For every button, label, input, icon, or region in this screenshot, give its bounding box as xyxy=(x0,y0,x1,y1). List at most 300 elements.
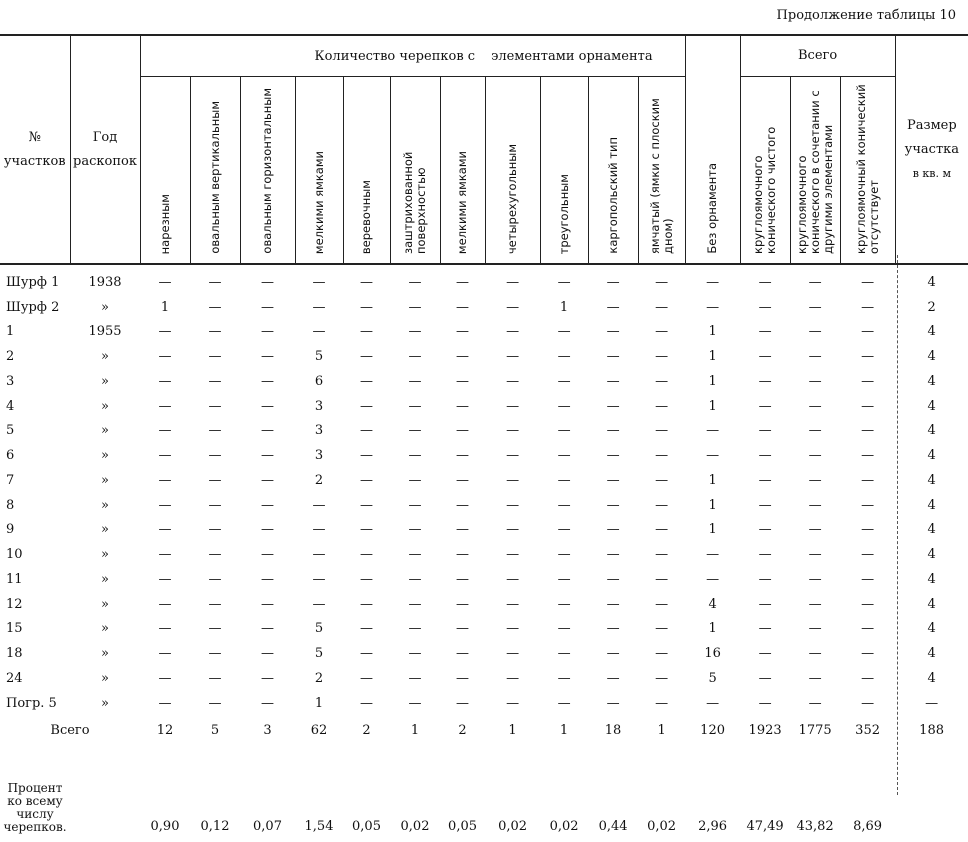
value-cell: — xyxy=(808,349,822,365)
value-cell: — xyxy=(861,274,875,290)
value-cell: — xyxy=(208,274,222,290)
value-cell: — xyxy=(456,547,470,563)
percent-cell: 0,02 xyxy=(498,818,528,834)
value-cell: — xyxy=(606,324,620,340)
table-caption: Продолжение таблицы 10 xyxy=(776,8,956,23)
value-cell: — xyxy=(312,522,326,538)
percent-cell: 0,12 xyxy=(200,818,230,834)
header-text: круглоямочного конического в сочетании с другими элементами xyxy=(794,90,835,254)
header-text: участков xyxy=(3,153,66,169)
year-cell: » xyxy=(101,448,109,464)
header-column xyxy=(740,77,790,265)
value-cell: — xyxy=(758,522,772,538)
value-cell: — xyxy=(208,522,222,538)
header-group-ornament-cont: элементами орнамента xyxy=(485,35,685,77)
header-text: мелкими ямками xyxy=(311,150,326,254)
value-cell: — xyxy=(506,646,520,662)
table-row xyxy=(0,295,968,320)
value-cell: — xyxy=(758,299,772,315)
value-cell: — xyxy=(758,398,772,414)
value-cell: — xyxy=(158,274,172,290)
value-cell: — xyxy=(758,349,772,365)
total-cell: 3 xyxy=(263,723,272,738)
value-cell: — xyxy=(408,349,422,365)
value-cell: — xyxy=(261,373,274,389)
value-cell: — xyxy=(758,497,772,513)
value-cell: — xyxy=(506,497,520,513)
value-cell: — xyxy=(261,621,274,637)
value-cell: 3 xyxy=(314,398,324,414)
site-cell: 5 xyxy=(6,423,15,439)
value-cell: — xyxy=(360,324,373,340)
value-cell: — xyxy=(312,571,326,587)
value-cell: — xyxy=(261,274,274,290)
value-cell: 1 xyxy=(708,497,717,513)
value-cell: — xyxy=(456,695,470,711)
value-cell: — xyxy=(808,571,822,587)
value-cell: — xyxy=(606,448,620,464)
value-cell: — xyxy=(557,448,571,464)
table-row xyxy=(0,394,968,419)
table-row xyxy=(0,666,968,691)
year-cell: » xyxy=(101,596,109,612)
value-cell: — xyxy=(408,596,422,612)
value-cell: — xyxy=(606,621,620,637)
value-cell: — xyxy=(261,522,274,538)
table-body xyxy=(0,264,968,842)
value-cell: — xyxy=(506,398,520,414)
value-cell: — xyxy=(408,621,422,637)
value-cell: — xyxy=(706,547,720,563)
size-cell: — xyxy=(925,695,939,711)
value-cell: — xyxy=(360,274,373,290)
year-cell: » xyxy=(101,299,109,315)
header-column xyxy=(390,77,440,265)
value-cell: — xyxy=(261,596,274,612)
value-cell: — xyxy=(655,274,669,290)
value-cell: — xyxy=(456,324,470,340)
value-cell: — xyxy=(261,324,274,340)
value-cell: 6 xyxy=(314,373,324,389)
value-cell: — xyxy=(360,571,373,587)
value-cell: — xyxy=(808,448,822,464)
value-cell: — xyxy=(208,448,222,464)
percent-cell: 8,69 xyxy=(853,818,883,834)
value-cell: — xyxy=(456,398,470,414)
value-cell: — xyxy=(758,324,772,340)
header-text: мелкими ямками xyxy=(455,150,470,254)
value-cell: — xyxy=(808,472,822,488)
value-cell: — xyxy=(808,621,822,637)
value-cell: 1 xyxy=(160,299,170,315)
value-cell: — xyxy=(655,596,669,612)
value-cell: — xyxy=(758,274,772,290)
column-divider xyxy=(897,255,898,795)
value-cell: — xyxy=(861,670,875,686)
site-cell: 11 xyxy=(6,571,23,587)
value-cell: — xyxy=(208,398,222,414)
value-cell: — xyxy=(208,423,222,439)
size-cell: 4 xyxy=(927,547,936,563)
value-cell: 16 xyxy=(704,646,721,662)
value-cell: 5 xyxy=(314,621,324,637)
value-cell: — xyxy=(208,472,222,488)
value-cell: — xyxy=(456,299,470,315)
value-cell: — xyxy=(208,349,222,365)
value-cell: — xyxy=(456,621,470,637)
year-cell: » xyxy=(101,373,109,389)
table-row xyxy=(0,493,968,518)
value-cell: — xyxy=(158,472,172,488)
header-group-ornament: Количество черепков с xyxy=(140,35,485,77)
table-row xyxy=(0,320,968,345)
value-cell: — xyxy=(158,448,172,464)
value-cell: — xyxy=(557,349,571,365)
header-no-ornament xyxy=(685,35,740,264)
value-cell: — xyxy=(158,398,172,414)
value-cell: 4 xyxy=(708,596,717,612)
header-column xyxy=(343,77,390,265)
value-cell: — xyxy=(557,497,571,513)
site-cell: 18 xyxy=(6,646,23,662)
value-cell: — xyxy=(158,646,172,662)
header-text: треугольным xyxy=(556,173,571,254)
value-cell: — xyxy=(360,299,373,315)
total-cell: 12 xyxy=(156,723,174,738)
value-cell: — xyxy=(360,522,373,538)
value-cell: — xyxy=(360,621,373,637)
value-cell: — xyxy=(758,547,772,563)
value-cell: — xyxy=(456,472,470,488)
value-cell: — xyxy=(606,398,620,414)
year-cell: » xyxy=(101,646,109,662)
value-cell: — xyxy=(506,423,520,439)
value-cell: — xyxy=(808,398,822,414)
header-text: веревочным xyxy=(359,179,373,254)
value-cell: — xyxy=(456,349,470,365)
value-cell: — xyxy=(706,695,720,711)
value-cell: — xyxy=(408,571,422,587)
value-cell: — xyxy=(808,497,822,513)
header-column xyxy=(588,77,638,265)
value-cell: — xyxy=(506,472,520,488)
value-cell: — xyxy=(158,596,172,612)
site-cell: 10 xyxy=(6,547,23,563)
value-cell: — xyxy=(158,670,172,686)
header-total-group: Всего xyxy=(740,35,895,77)
header-text: овальным горизонтальным xyxy=(260,88,274,254)
value-cell: — xyxy=(557,398,571,414)
header-column xyxy=(140,77,190,265)
header-column xyxy=(790,77,840,265)
value-cell: — xyxy=(861,448,875,464)
value-cell: — xyxy=(861,299,875,315)
value-cell: — xyxy=(861,472,875,488)
value-cell: — xyxy=(655,373,669,389)
header-size xyxy=(895,35,968,264)
value-cell: — xyxy=(655,497,669,513)
empty-cell xyxy=(895,746,968,842)
percent-label: Процент ко всему числу черепков. xyxy=(3,780,67,834)
value-cell: — xyxy=(208,299,222,315)
value-cell: — xyxy=(861,547,875,563)
year-cell: » xyxy=(101,497,109,513)
value-cell: 3 xyxy=(314,423,324,439)
site-cell: 3 xyxy=(6,373,15,389)
value-cell: — xyxy=(655,324,669,340)
value-cell: — xyxy=(808,423,822,439)
header-column xyxy=(485,77,540,265)
value-cell: — xyxy=(557,621,571,637)
value-cell: — xyxy=(655,571,669,587)
value-cell: — xyxy=(208,621,222,637)
value-cell: — xyxy=(208,547,222,563)
site-cell: 7 xyxy=(6,472,15,488)
site-cell: 12 xyxy=(6,596,23,612)
value-cell: — xyxy=(208,670,222,686)
value-cell: — xyxy=(312,299,326,315)
value-cell: — xyxy=(360,423,373,439)
value-cell: — xyxy=(506,547,520,563)
value-cell: — xyxy=(261,398,274,414)
value-cell: — xyxy=(861,349,875,365)
value-cell: — xyxy=(758,423,772,439)
value-cell: — xyxy=(758,571,772,587)
value-cell: — xyxy=(360,472,373,488)
value-cell: — xyxy=(808,695,822,711)
value-cell: — xyxy=(758,695,772,711)
total-cell: 1 xyxy=(657,723,666,738)
value-cell: — xyxy=(706,274,720,290)
header-column xyxy=(295,77,343,265)
year-cell: » xyxy=(101,695,109,711)
value-cell: — xyxy=(208,497,222,513)
header-column xyxy=(440,77,485,265)
value-cell: — xyxy=(208,373,222,389)
value-cell: — xyxy=(506,670,520,686)
table-row xyxy=(0,592,968,617)
table-header xyxy=(0,35,968,264)
site-cell: 4 xyxy=(6,398,15,414)
value-cell: — xyxy=(408,324,422,340)
value-cell: — xyxy=(312,274,326,290)
empty-cell xyxy=(70,746,140,842)
header-text: Размер xyxy=(906,117,957,133)
value-cell: 1 xyxy=(559,299,569,315)
size-cell: 4 xyxy=(927,373,936,389)
value-cell: — xyxy=(158,373,172,389)
value-cell: — xyxy=(158,324,172,340)
header-text: ямчатый (ямки с плоским дном) xyxy=(647,98,675,254)
value-cell: — xyxy=(808,299,822,315)
site-cell: 15 xyxy=(6,621,23,637)
header-text: овальным вертикальным xyxy=(207,101,222,254)
value-cell: — xyxy=(557,596,571,612)
value-cell: — xyxy=(557,472,571,488)
value-cell: — xyxy=(808,596,822,612)
total-cell: 1 xyxy=(559,723,569,738)
value-cell: — xyxy=(261,670,274,686)
site-cell: 9 xyxy=(6,522,15,538)
value-cell: — xyxy=(158,571,172,587)
value-cell: — xyxy=(360,670,373,686)
size-cell: 4 xyxy=(927,448,936,464)
value-cell: — xyxy=(506,448,520,464)
value-cell: — xyxy=(408,522,422,538)
total-cell: 1 xyxy=(508,723,517,738)
site-cell: 8 xyxy=(6,497,15,513)
value-cell: 2 xyxy=(314,472,324,488)
value-cell: — xyxy=(557,324,571,340)
total-label: Всего xyxy=(50,723,90,738)
header-column xyxy=(240,77,295,265)
value-cell: — xyxy=(158,423,172,439)
value-cell: — xyxy=(456,596,470,612)
value-cell: — xyxy=(655,349,669,365)
value-cell: — xyxy=(208,596,222,612)
header-text: заштрихованной поверхностью xyxy=(401,151,428,254)
value-cell: — xyxy=(606,423,620,439)
value-cell: — xyxy=(808,274,822,290)
value-cell: — xyxy=(456,373,470,389)
size-cell: 4 xyxy=(927,571,936,587)
value-cell: — xyxy=(408,695,422,711)
value-cell: — xyxy=(606,547,620,563)
value-cell: — xyxy=(312,324,326,340)
value-cell: — xyxy=(808,324,822,340)
size-cell: 4 xyxy=(927,646,936,662)
value-cell: — xyxy=(208,695,222,711)
value-cell: — xyxy=(506,299,520,315)
percent-cell: 0,02 xyxy=(400,818,430,834)
value-cell: — xyxy=(861,398,875,414)
size-cell: 2 xyxy=(927,299,936,315)
value-cell: — xyxy=(655,423,669,439)
value-cell: — xyxy=(408,448,422,464)
value-cell: — xyxy=(557,695,571,711)
header-column xyxy=(190,77,240,265)
header-text: нарезным xyxy=(157,193,172,254)
year-cell: » xyxy=(101,547,109,563)
total-cell: 18 xyxy=(604,723,622,738)
table-row xyxy=(0,567,968,592)
value-cell: — xyxy=(606,497,620,513)
value-cell: — xyxy=(261,472,274,488)
year-cell: » xyxy=(101,571,109,587)
header-column xyxy=(638,77,685,265)
percent-row xyxy=(0,746,968,842)
header-column xyxy=(840,77,895,265)
value-cell: — xyxy=(506,596,520,612)
value-cell: — xyxy=(158,621,172,637)
value-cell: — xyxy=(408,670,422,686)
value-cell: — xyxy=(208,571,222,587)
value-cell: — xyxy=(456,497,470,513)
value-cell: — xyxy=(408,547,422,563)
header-text: круглоямочный конический отсутствует xyxy=(853,84,881,254)
header-text: четырехугольным xyxy=(505,143,520,254)
value-cell: — xyxy=(360,448,373,464)
value-cell: — xyxy=(408,274,422,290)
value-cell: 1 xyxy=(708,621,717,637)
value-cell: — xyxy=(360,695,373,711)
value-cell: — xyxy=(261,646,274,662)
value-cell: — xyxy=(506,695,520,711)
total-cell: 352 xyxy=(855,723,880,738)
value-cell: — xyxy=(456,670,470,686)
table-row xyxy=(0,542,968,567)
total-cell: 2 xyxy=(458,723,467,738)
header-column xyxy=(540,77,588,265)
value-cell: — xyxy=(158,695,172,711)
value-cell: — xyxy=(261,571,274,587)
total-cell: 120 xyxy=(700,723,725,738)
value-cell: 1 xyxy=(708,349,717,365)
table-row xyxy=(0,443,968,468)
size-cell: 4 xyxy=(927,522,936,538)
year-cell: » xyxy=(101,522,109,538)
percent-cell: 0,02 xyxy=(549,818,579,834)
value-cell: — xyxy=(758,373,772,389)
value-cell: — xyxy=(506,621,520,637)
value-cell: — xyxy=(606,596,620,612)
value-cell: — xyxy=(861,373,875,389)
table-row xyxy=(0,617,968,642)
value-cell: — xyxy=(758,621,772,637)
value-cell: — xyxy=(557,670,571,686)
percent-cell: 1,54 xyxy=(304,818,334,834)
value-cell: — xyxy=(261,448,274,464)
value-cell: — xyxy=(861,522,875,538)
value-cell: — xyxy=(606,472,620,488)
table-row xyxy=(0,270,968,295)
value-cell: — xyxy=(606,349,620,365)
value-cell: 5 xyxy=(708,670,717,686)
table-row xyxy=(0,419,968,444)
value-cell: — xyxy=(312,497,326,513)
value-cell: — xyxy=(758,596,772,612)
value-cell: 1 xyxy=(708,373,717,389)
value-cell: — xyxy=(606,695,620,711)
total-cell: 1923 xyxy=(748,723,782,738)
value-cell: — xyxy=(861,423,875,439)
size-cell: 4 xyxy=(927,274,936,290)
value-cell: — xyxy=(808,670,822,686)
year-cell: » xyxy=(101,670,109,686)
value-cell: — xyxy=(557,373,571,389)
site-cell: Шурф 2 xyxy=(6,299,60,315)
value-cell: — xyxy=(557,423,571,439)
value-cell: 2 xyxy=(314,670,324,686)
value-cell: 1 xyxy=(314,695,324,711)
value-cell: — xyxy=(456,423,470,439)
value-cell: 1 xyxy=(708,472,717,488)
percent-cell: 0,07 xyxy=(253,818,282,834)
year-cell: » xyxy=(101,472,109,488)
value-cell: — xyxy=(655,646,669,662)
site-cell: 24 xyxy=(6,670,23,686)
header-site-number xyxy=(0,35,70,264)
size-cell: 4 xyxy=(927,472,936,488)
value-cell: — xyxy=(606,299,620,315)
header-text: Без орнамента xyxy=(705,163,720,254)
value-cell: — xyxy=(208,324,222,340)
value-cell: — xyxy=(261,547,274,563)
size-cell: 4 xyxy=(927,324,936,340)
total-size-cell: 188 xyxy=(919,723,944,738)
value-cell: — xyxy=(158,547,172,563)
value-cell: — xyxy=(506,349,520,365)
